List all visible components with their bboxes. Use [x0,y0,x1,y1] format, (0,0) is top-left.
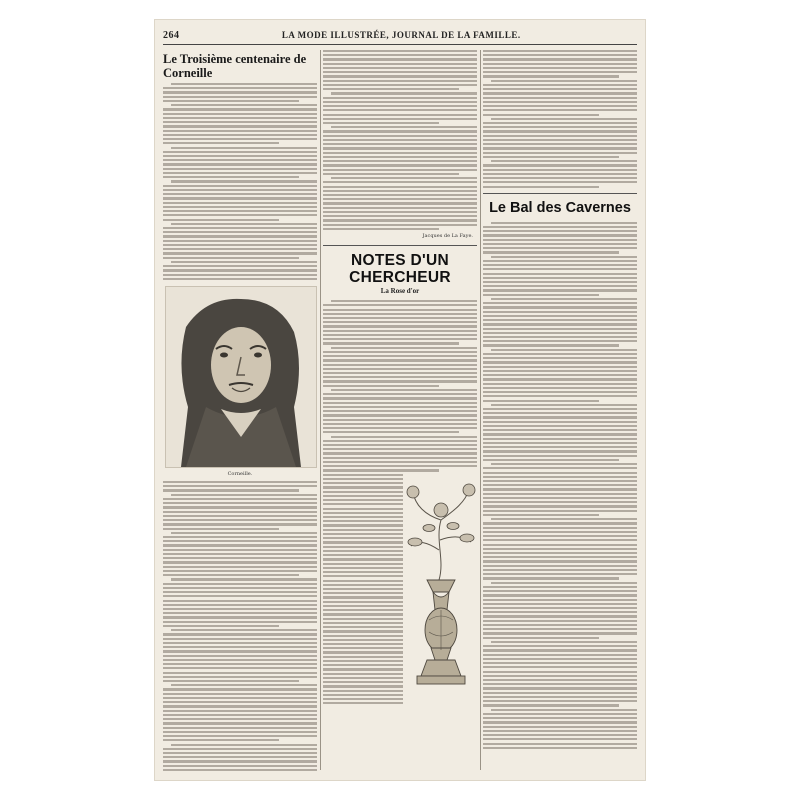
journal-page [155,20,645,780]
header-rule [163,44,637,45]
section-divider [323,245,477,246]
column-3 [483,50,637,772]
rose-illustration-block [323,474,477,707]
column-divider [480,50,481,770]
corneille-portrait [165,286,317,468]
column-1 [163,50,317,772]
article-text [163,83,317,280]
column-divider [320,50,321,770]
portrait-engraving [166,287,316,467]
column-2 [323,50,477,772]
running-title: LA MODE ILLUSTRÉE, JOURNAL DE LA FAMILLE. [281,30,521,40]
article-title-bal: Le Bal des Cavernes [489,199,631,216]
article-text [323,300,477,472]
article-text [483,50,637,188]
article-text [323,50,477,230]
article-title-notes: NOTES D'UN CHERCHEUR [349,252,451,287]
page-number: 264 [163,29,180,41]
page-header [163,28,637,42]
section-divider [483,193,637,194]
article-title-corneille: Le Troisième centenaire de Corneille [163,52,307,80]
golden-rose-illustration [405,480,477,690]
article-text [483,222,637,749]
article-subtitle-rose: La Rose d'or [380,287,420,296]
portrait-caption: Corneille. [227,470,253,477]
article-text [163,481,317,772]
article-signature: Jacques de La Faye. [422,233,473,240]
article-text [323,474,403,707]
